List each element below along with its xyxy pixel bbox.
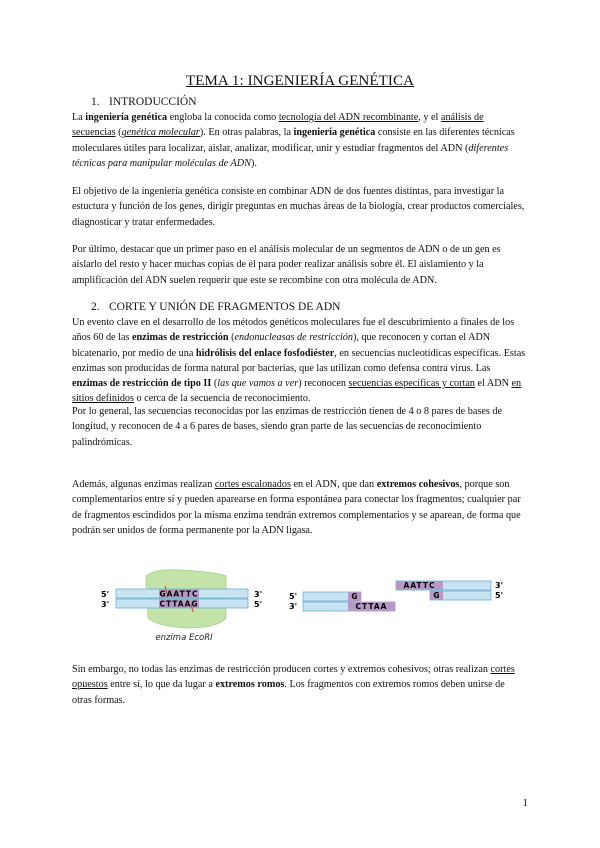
- label-5-right: 5': [254, 600, 263, 609]
- frag1-label-5: 5': [289, 592, 298, 601]
- frag1-top-seq: G: [351, 592, 358, 601]
- label-5-left: 5': [101, 590, 110, 599]
- label-3-right: 3': [254, 590, 263, 599]
- cut-paragraph-2: Por lo general, las secuencias reconocidas por las enzimas de restricción tienen de 4 o 8 pares de bases de longitud, y reconocen de 4 a 6 pares de bases, siendo gran parte de las secuencias de reconocimiento palindrómicas.: [72, 406, 502, 448]
- section-heading-intro: [91, 96, 197, 108]
- site-bottom-seq: CTTAAG: [159, 599, 199, 609]
- page-number: 1: [522, 797, 528, 809]
- frag2-bottom-seq: G: [433, 591, 440, 600]
- label-3-left: 3': [101, 600, 110, 609]
- frag2-label-3: 3': [495, 581, 504, 590]
- cut-paragraph-4: Sin embargo, no todas las enzimas de restricción producen cortes y extremos cohesivos; otras realizan cortes opuestos entre sí, lo que da lugar a extremos romos. Los fragmentos con extremos romos deben unirse de otras formas.: [72, 664, 515, 706]
- section-number: 2.: [91, 301, 100, 313]
- frag1-label-3: 3': [289, 602, 298, 611]
- intro-paragraph-1: La ingeniería genética engloba la conocida como tecnología del ADN recombinante, y el análisis de secuencias (genética molecular). En otras palabras, la ingeniería genética consiste en las diferentes técnicas moleculares útiles para localizar, aislar, analizar, modificar, unir y estudiar fragmentos del ADN (diferentes técnicas para manipular moléculas de ADN).: [72, 112, 515, 169]
- intro-paragraph-3: Por último, destacar que un primer paso en el análisis molecular de un segmentos de ADN o de un gen es aislarlo del resto y hacer muchas copias de él para poder realizar análisis sobre él. El aislamiento y la amplificación del ADN suelen requerir que este se recombine con otra molécula de ADN.: [72, 244, 501, 286]
- intact-dna-figure: [101, 570, 262, 643]
- frag2-label-5: 5': [495, 591, 504, 600]
- section-heading-cut-join: [91, 301, 340, 313]
- site-top-seq: GAATTC: [159, 589, 199, 599]
- ecori-diagram: [96, 566, 516, 646]
- section-title: CORTE Y UNIÓN DE FRAGMENTOS DE ADN: [109, 301, 341, 313]
- intro-paragraph-2: El objetivo de la ingeniería genética consiste en combinar ADN de dos fuentes distintas, para investigar la estuctura y función de los genes, dirigir preguntas en muchas áreas de la biología, crear productos comerciales, diagnosticar y tratar enfermedades.: [72, 186, 525, 228]
- frag2-top-seq: AATTC: [403, 581, 436, 590]
- page-title: TEMA 1: INGENIERÍA GENÉTICA: [185, 73, 415, 89]
- cut-dna-figure: [289, 581, 503, 611]
- section-title: INTRODUCCIÓN: [109, 96, 197, 108]
- cut-paragraph-3: Además, algunas enzimas realizan cortes escalonados en el ADN, que dan extremos cohesivos, porque son complementarios entre sí y pueden aparearse en forma espontánea para conectar los fragmentos; cualquier par de fragmentos escindidos por la misma enzima tendrán extremos complementarios y se aparean, de forma que podrán ser unidos de forma permanente por la ADN ligasa.: [72, 479, 521, 536]
- enzyme-label: enzima EcoRI: [155, 633, 213, 643]
- frag1-bottom-seq: CTTAA: [355, 602, 388, 611]
- cut-paragraph-1: Un evento clave en el desarrollo de los métodos genéticos moleculares fue el descubrimiento a finales de los años 60 de las enzimas de restricción (endonucleasas de restricción), que reconocen y cortan el ADN bicatenario, por medio de una hidrólisis del enlace fosfodiéster, en secuencias nucleotídicas específicas. Estas enzimas son producidas de forma natural por bacterias, que las utilizan como defensa contra virus. Las enzimas de restricción de tipo II (las que vamos a ver) reconocen secuencias específicas y cortan el ADN en sitios definidos o cerca de la secuencia de reconocimiento.: [72, 317, 526, 405]
- section-number: 1.: [91, 96, 100, 108]
